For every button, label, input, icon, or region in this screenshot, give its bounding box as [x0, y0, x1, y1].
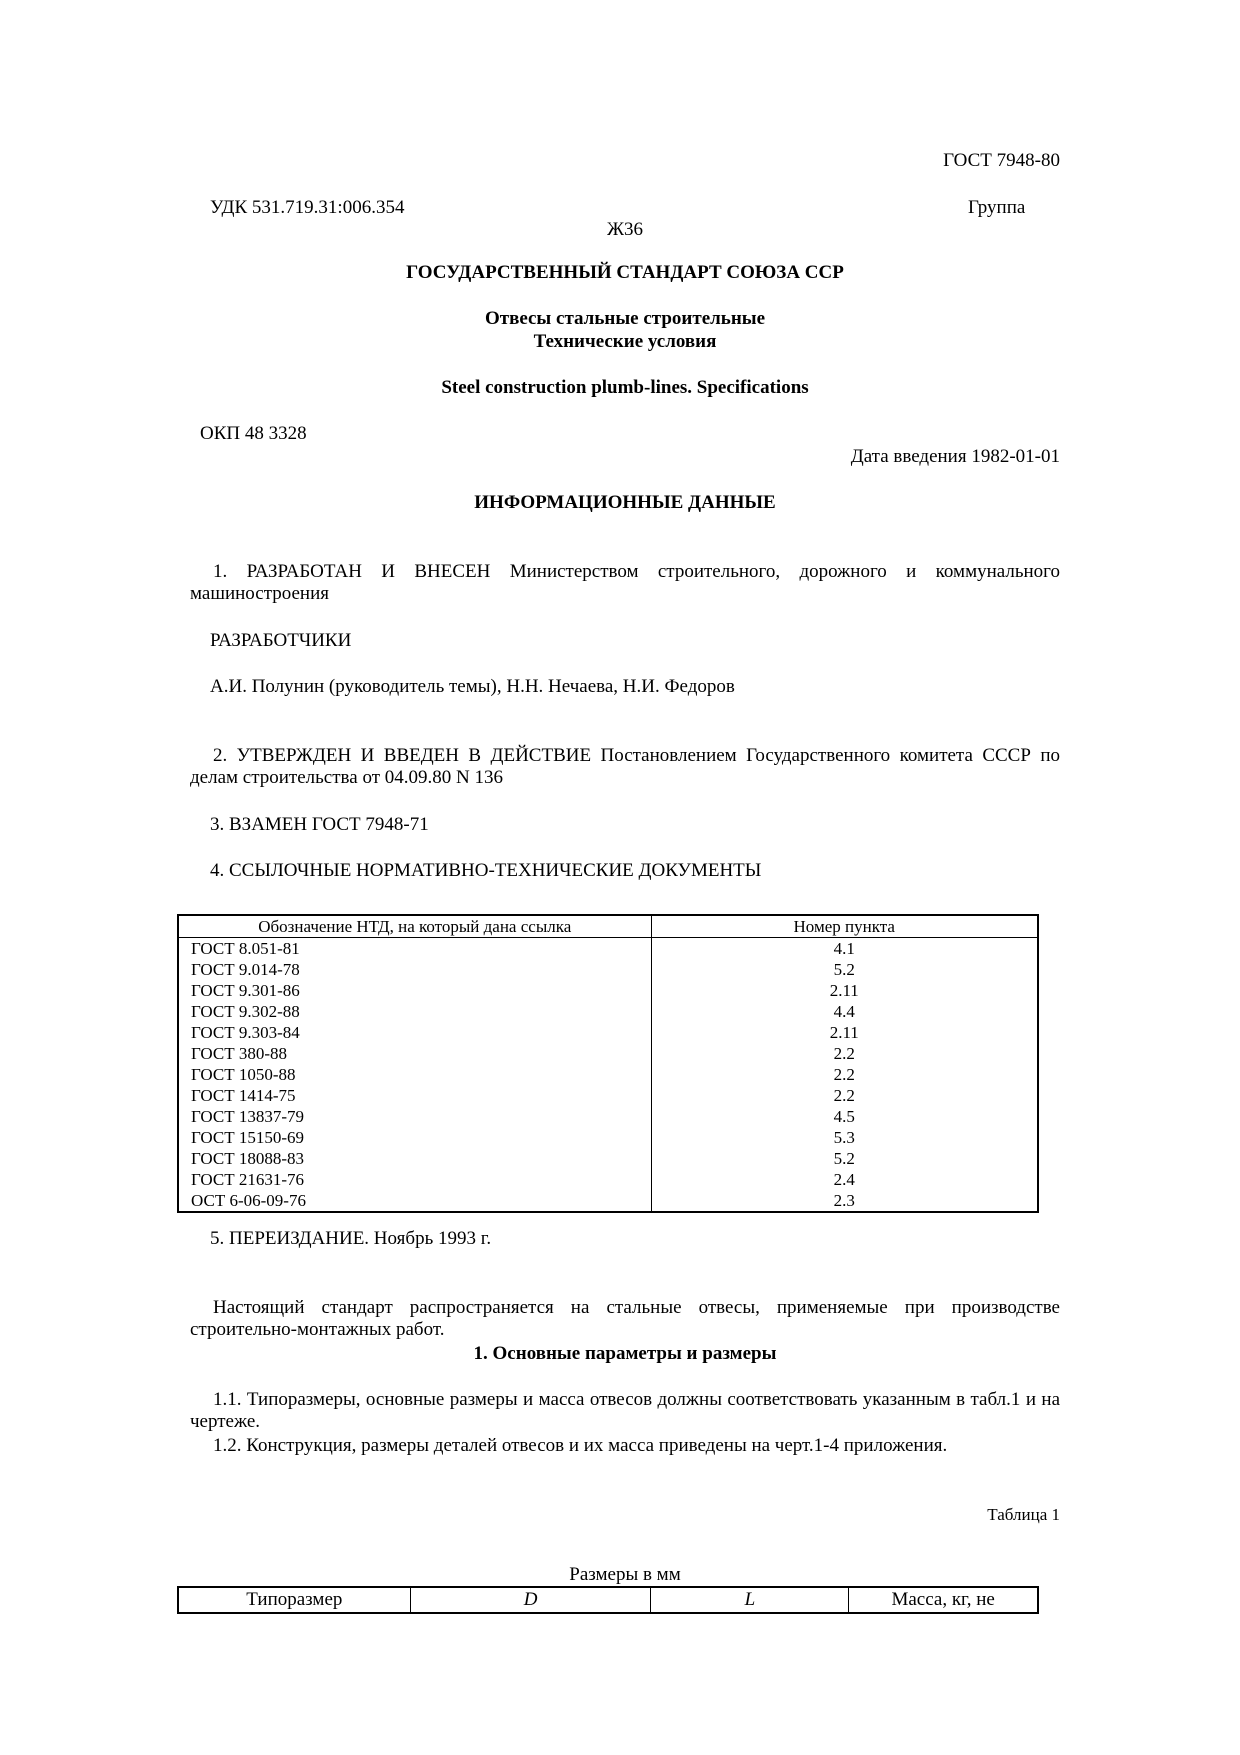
document-cell: ГОСТ 18088-83: [191, 1149, 305, 1168]
group-label: Группа: [968, 197, 1026, 218]
table-row: [178, 1106, 1038, 1127]
document-cell: ГОСТ 13837-79: [191, 1107, 305, 1126]
document-cell: ГОСТ 380-88: [191, 1044, 288, 1063]
table1-units: Размеры в мм: [569, 1564, 681, 1585]
document-cell: ОСТ 6-06-09-76: [191, 1191, 306, 1210]
table-row: [178, 938, 1038, 960]
info-p3: 3. ВЗАМЕН ГОСТ 7948-71: [210, 814, 429, 835]
column-header-clause: Номер пункта: [651, 915, 1038, 938]
document-cell: ГОСТ 21631-76: [191, 1170, 305, 1189]
intro-date: Дата введения 1982-01-01: [850, 446, 1060, 467]
table-row: [178, 980, 1038, 1001]
table-row: [178, 1001, 1038, 1022]
info-heading: ИНФОРМАЦИОННЫЕ ДАННЫЕ: [474, 492, 776, 513]
scope-paragraph: Настоящий стандарт распространяется на стальные отвесы, применяемые при производстве строительно-монтажных работ.: [190, 1297, 1060, 1340]
document-cell: ГОСТ 9.014-78: [191, 960, 300, 979]
table-row: [178, 1148, 1038, 1169]
column-header-document: Обозначение НТД, на который дана ссылка: [178, 915, 651, 938]
title-ru-line2: Технические условия: [533, 331, 717, 352]
column-header-size-type: Типоразмер: [246, 1589, 343, 1610]
column-header-l: L: [651, 1587, 849, 1613]
table-row: [178, 1190, 1038, 1212]
document-cell: ГОСТ 9.301-86: [191, 981, 300, 1000]
clause-cell: 2.2: [651, 1043, 1038, 1064]
developers-list: А.И. Полунин (руководитель темы), Н.Н. Нечаева, Н.И. Федоров: [210, 676, 735, 697]
table-row: [178, 959, 1038, 980]
table-row: [178, 1064, 1038, 1085]
clause-1-2: 1.2. Конструкция, размеры деталей отвесов и их масса приведены на черт.1-4 приложения.: [213, 1435, 948, 1456]
info-p1: 1. РАЗРАБОТАН И ВНЕСЕН Министерством строительного, дорожного и коммунального машиностроения: [190, 561, 1060, 604]
table-row: [178, 1169, 1038, 1190]
developers-heading: РАЗРАБОТЧИКИ: [210, 630, 352, 651]
clause-cell: 5.3: [651, 1127, 1038, 1148]
udk-code: УДК 531.719.31:006.354: [210, 197, 405, 218]
table-row: [178, 1127, 1038, 1148]
group-code: Ж36: [606, 219, 644, 240]
clause-cell: 5.2: [651, 959, 1038, 980]
clause-cell: 2.11: [651, 1022, 1038, 1043]
info-p4: 4. ССЫЛОЧНЫЕ НОРМАТИВНО-ТЕХНИЧЕСКИЕ ДОКУМЕНТЫ: [210, 860, 762, 881]
document-cell: ГОСТ 1050-88: [191, 1065, 296, 1084]
title-en: Steel construction plumb-lines. Specifications: [441, 377, 809, 398]
gost-number: ГОСТ 7948-80: [943, 150, 1060, 171]
table1-label: Таблица 1: [987, 1505, 1060, 1524]
table-row: [178, 1022, 1038, 1043]
section1-heading: 1. Основные параметры и размеры: [473, 1343, 777, 1364]
info-p5: 5. ПЕРЕИЗДАНИЕ. Ноябрь 1993 г.: [210, 1228, 492, 1249]
document-cell: ГОСТ 9.303-84: [191, 1023, 300, 1042]
title-ru-line1: Отвесы стальные строительные: [484, 308, 766, 329]
clause-1-1: 1.1. Типоразмеры, основные размеры и масса отвесов должны соответствовать указанным в табл.1 и на чертеже.: [190, 1389, 1060, 1432]
document-cell: ГОСТ 9.302-88: [191, 1002, 300, 1021]
document-cell: ГОСТ 8.051-81: [191, 939, 300, 958]
clause-cell: 4.4: [651, 1001, 1038, 1022]
clause-cell: 2.11: [651, 980, 1038, 1001]
info-p2: 2. УТВЕРЖДЕН И ВВЕДЕН В ДЕЙСТВИЕ Постановлением Государственного комитета СССР по делам строительства от 04.09.80 N 136: [190, 745, 1060, 788]
clause-cell: 5.2: [651, 1148, 1038, 1169]
clause-cell: 4.1: [651, 938, 1038, 960]
clause-cell: 2.3: [651, 1190, 1038, 1212]
table-header-row: [178, 915, 1038, 938]
clause-cell: 2.4: [651, 1169, 1038, 1190]
document-cell: ГОСТ 1414-75: [191, 1086, 296, 1105]
column-header-d: D: [410, 1587, 651, 1613]
table-row: [178, 1043, 1038, 1064]
okp-code: ОКП 48 3328: [200, 423, 307, 444]
standard-title: ГОСУДАРСТВЕННЫЙ СТАНДАРТ СОЮЗА ССР: [406, 262, 844, 283]
clause-cell: 4.5: [651, 1106, 1038, 1127]
column-header-mass: Масса, кг, не: [849, 1587, 1038, 1613]
table-header-row: [178, 1587, 1038, 1613]
clause-cell: 2.2: [651, 1064, 1038, 1085]
reference-documents-table: [177, 914, 1039, 1213]
table-row: [178, 1085, 1038, 1106]
clause-cell: 2.2: [651, 1085, 1038, 1106]
document-cell: ГОСТ 15150-69: [191, 1128, 305, 1147]
table1: [177, 1586, 1039, 1614]
